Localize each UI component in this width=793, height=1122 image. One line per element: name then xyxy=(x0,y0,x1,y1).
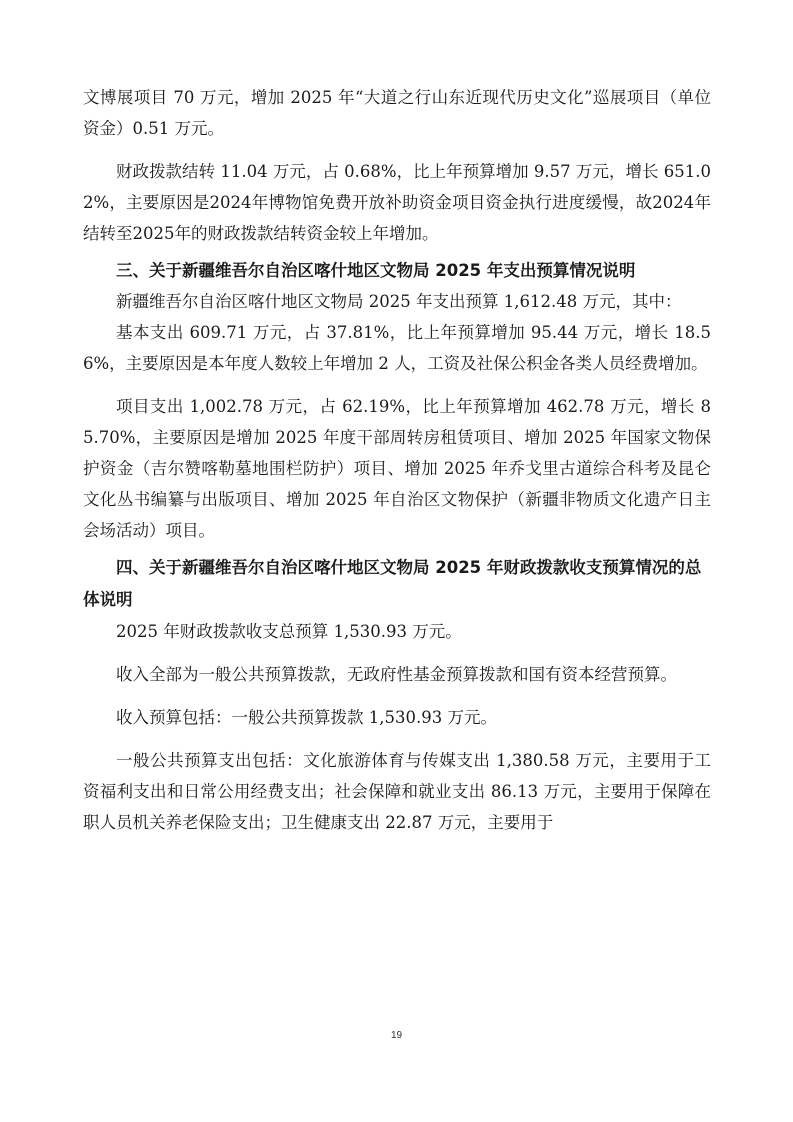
paragraph-basic-expenditure: 基本支出 609.71 万元，占 37.81%，比上年预算增加 95.44 万元，增长 18.56%，主要原因是本年度人数较上年增加 2 人，工资及社保公积金各类人员经费增加。 xyxy=(83,323,711,373)
section-heading-3: 三、关于新疆维吾尔自治区喀什地区文物局 2025 年支出预算情况说明 xyxy=(116,261,636,280)
paragraph-income-budget: 收入预算包括：一般公共预算拨款 1,530.93 万元。 xyxy=(116,708,497,727)
paragraph-exhibition-project: 文博展项目 70 万元，增加 2025 年“大道之行山东近现代历史文化”巡展项目（单位资金）0.51 万元。 xyxy=(83,88,711,138)
paragraph-general-expenditure: 一般公共预算支出包括：文化旅游体育与传媒支出 1,380.58 万元，主要用于工资福利支出和日常公用经费支出；社会保障和就业支出 86.13 万元，主要用于保障在职人员机关养老保险支出；卫生健康支出 22.87 万元，主要用于 xyxy=(83,751,711,832)
paragraph-total-budget: 2025 年财政拨款收支总预算 1,530.93 万元。 xyxy=(116,622,462,641)
paragraph-income-source: 收入全部为一般公共预算拨款，无政府性基金预算拨款和国有资本经营预算。 xyxy=(116,665,677,684)
paragraph-project-expenditure: 项目支出 1,002.78 万元，占 62.19%，比上年预算增加 462.78 万元，增长 85.70%，主要原因是增加 2025 年度干部周转房租赁项目、增加 2025 年国家文物保护资金（吉尔赞喀勒墓地围栏防护）项目、增加 2025 年乔戈里古道综合科考及昆仑文化丛书编纂与出版项目、增加 2025 年自治区文物保护（新疆非物质文化遗产日主会场活动）项目。 xyxy=(83,397,711,540)
page-number: 19 xyxy=(390,1030,403,1041)
document-page xyxy=(83,82,711,838)
section-heading-4: 四、关于新疆维吾尔自治区喀什地区文物局 2025 年财政拨款收支预算情况的总体说明 xyxy=(83,558,702,609)
paragraph-expenditure-budget: 新疆维吾尔自治区喀什地区文物局 2025 年支出预算 1,612.48 万元，其中： xyxy=(116,292,682,311)
paragraph-fiscal-carryover: 财政拨款结转 11.04 万元，占 0.68%，比上年预算增加 9.57 万元，增长 651.02%，主要原因是2024年博物馆免费开放补助资金项目资金执行进度缓慢，故2024年结转至2025年的财政拨款结转资金较上年增加。 xyxy=(83,162,711,243)
